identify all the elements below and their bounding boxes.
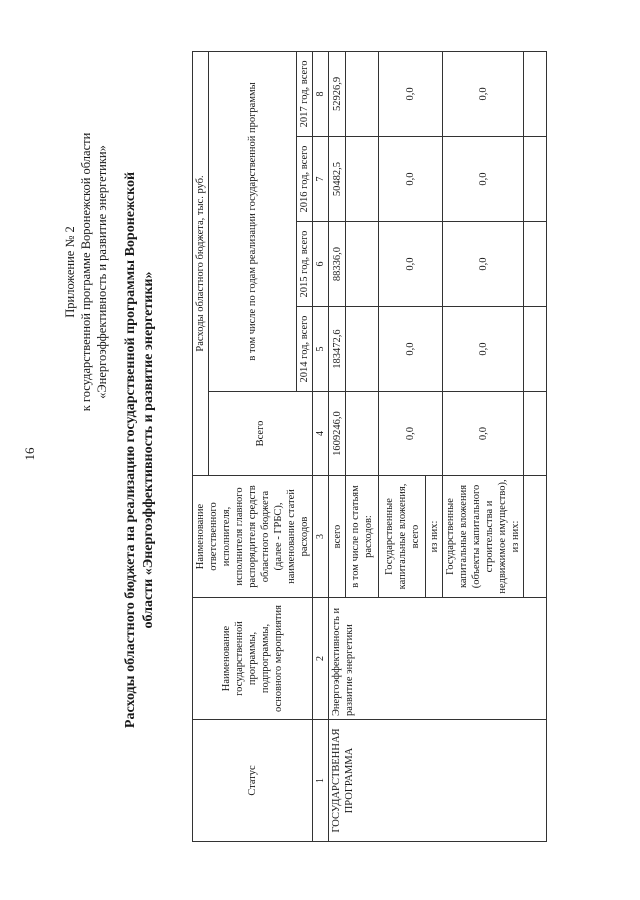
construction-value: 0,0	[443, 392, 524, 476]
capital-investments-value-2014: 0,0	[379, 307, 443, 392]
header-executor: Наименование ответственного исполнителя, исполнителя главного распорядителя средств областного бюджета (далее - ГРБС), наименование статей расходов	[193, 476, 313, 598]
empty-cell	[524, 222, 547, 307]
document-title	[122, 60, 158, 840]
appendix-line-1: Приложение № 2	[63, 226, 77, 318]
empty-cell	[346, 51, 379, 136]
total-value-2014: 183472,6	[329, 307, 346, 392]
capital-investments-value: 0,0	[379, 392, 443, 476]
construction-label: Государственные капитальные вложения (объекты капитального строительства и недвижимое имущество), из них:	[443, 476, 524, 598]
budget-table	[192, 51, 547, 842]
total-value-2015: 88336,0	[329, 222, 346, 307]
of-them-label: из них:	[426, 476, 443, 598]
empty-cell	[524, 307, 547, 392]
empty-cell	[524, 51, 547, 136]
empty-cell	[524, 392, 547, 476]
header-row-1	[193, 51, 209, 841]
capital-investments-value-2015: 0,0	[379, 222, 443, 307]
column-number: 8	[313, 51, 329, 136]
header-year-2016: 2016 год, всего	[297, 137, 313, 222]
empty-cell	[346, 137, 379, 222]
column-number: 4	[313, 392, 329, 476]
header-year-2014: 2014 год, всего	[297, 307, 313, 392]
total-value: 1609246,0	[329, 392, 346, 476]
construction-value-2016: 0,0	[443, 137, 524, 222]
document-title-line-2: области «Энергоэффективность и развитие энергетики»	[141, 271, 156, 629]
header-year-2017: 2017 год, всего	[297, 51, 313, 136]
construction-value-2015: 0,0	[443, 222, 524, 307]
capital-investments-value-2017: 0,0	[379, 51, 443, 136]
empty-cell	[346, 392, 379, 476]
document-title-line-1: Расходы областного бюджета на реализацию государственной программы Воронежской	[123, 171, 138, 729]
empty-cell	[346, 307, 379, 392]
header-total: Всего	[209, 392, 313, 476]
header-by-years: в том числе по годам реализации государственной программы	[209, 51, 297, 391]
construction-value-2017: 0,0	[443, 51, 524, 136]
including-label: в том числе по статьям расходов:	[346, 476, 379, 598]
empty-cell	[524, 137, 547, 222]
construction-value-2014: 0,0	[443, 307, 524, 392]
page-number: 16	[22, 447, 37, 461]
empty-cell	[524, 476, 547, 598]
column-number-row	[313, 51, 329, 841]
total-value-2016: 50482,5	[329, 137, 346, 222]
appendix-line-3: «Энергоэффективность и развитие энергетики»	[95, 145, 109, 399]
appendix-line-2: к государственной программе Воронежской области	[79, 132, 93, 412]
table-row-total	[329, 51, 346, 841]
appendix-note	[62, 92, 110, 452]
header-program-name: Наименование государственной программы, подпрограммы, основного мероприятия	[193, 598, 313, 720]
header-expenses: Расходы областного бюджета, тыс. руб.	[193, 51, 209, 475]
column-number: 5	[313, 307, 329, 392]
capital-investments-value-2016: 0,0	[379, 137, 443, 222]
program-name-cell: Энергоэффективность и развитие энергетики	[329, 598, 547, 720]
capital-investments-label: Государственные капитальные вложения, всего	[379, 476, 426, 598]
empty-cell	[346, 222, 379, 307]
total-label: всего	[329, 476, 346, 598]
rotated-page-content	[20, 20, 620, 880]
column-number: 2	[313, 598, 329, 720]
column-number: 3	[313, 476, 329, 598]
header-status: Статус	[193, 720, 313, 842]
column-number: 7	[313, 137, 329, 222]
header-year-2015: 2015 год, всего	[297, 222, 313, 307]
status-cell: ГОСУДАРСТВЕННАЯ ПРОГРАММА	[329, 720, 547, 842]
total-value-2017: 52926,9	[329, 51, 346, 136]
column-number: 6	[313, 222, 329, 307]
column-number: 1	[313, 720, 329, 842]
